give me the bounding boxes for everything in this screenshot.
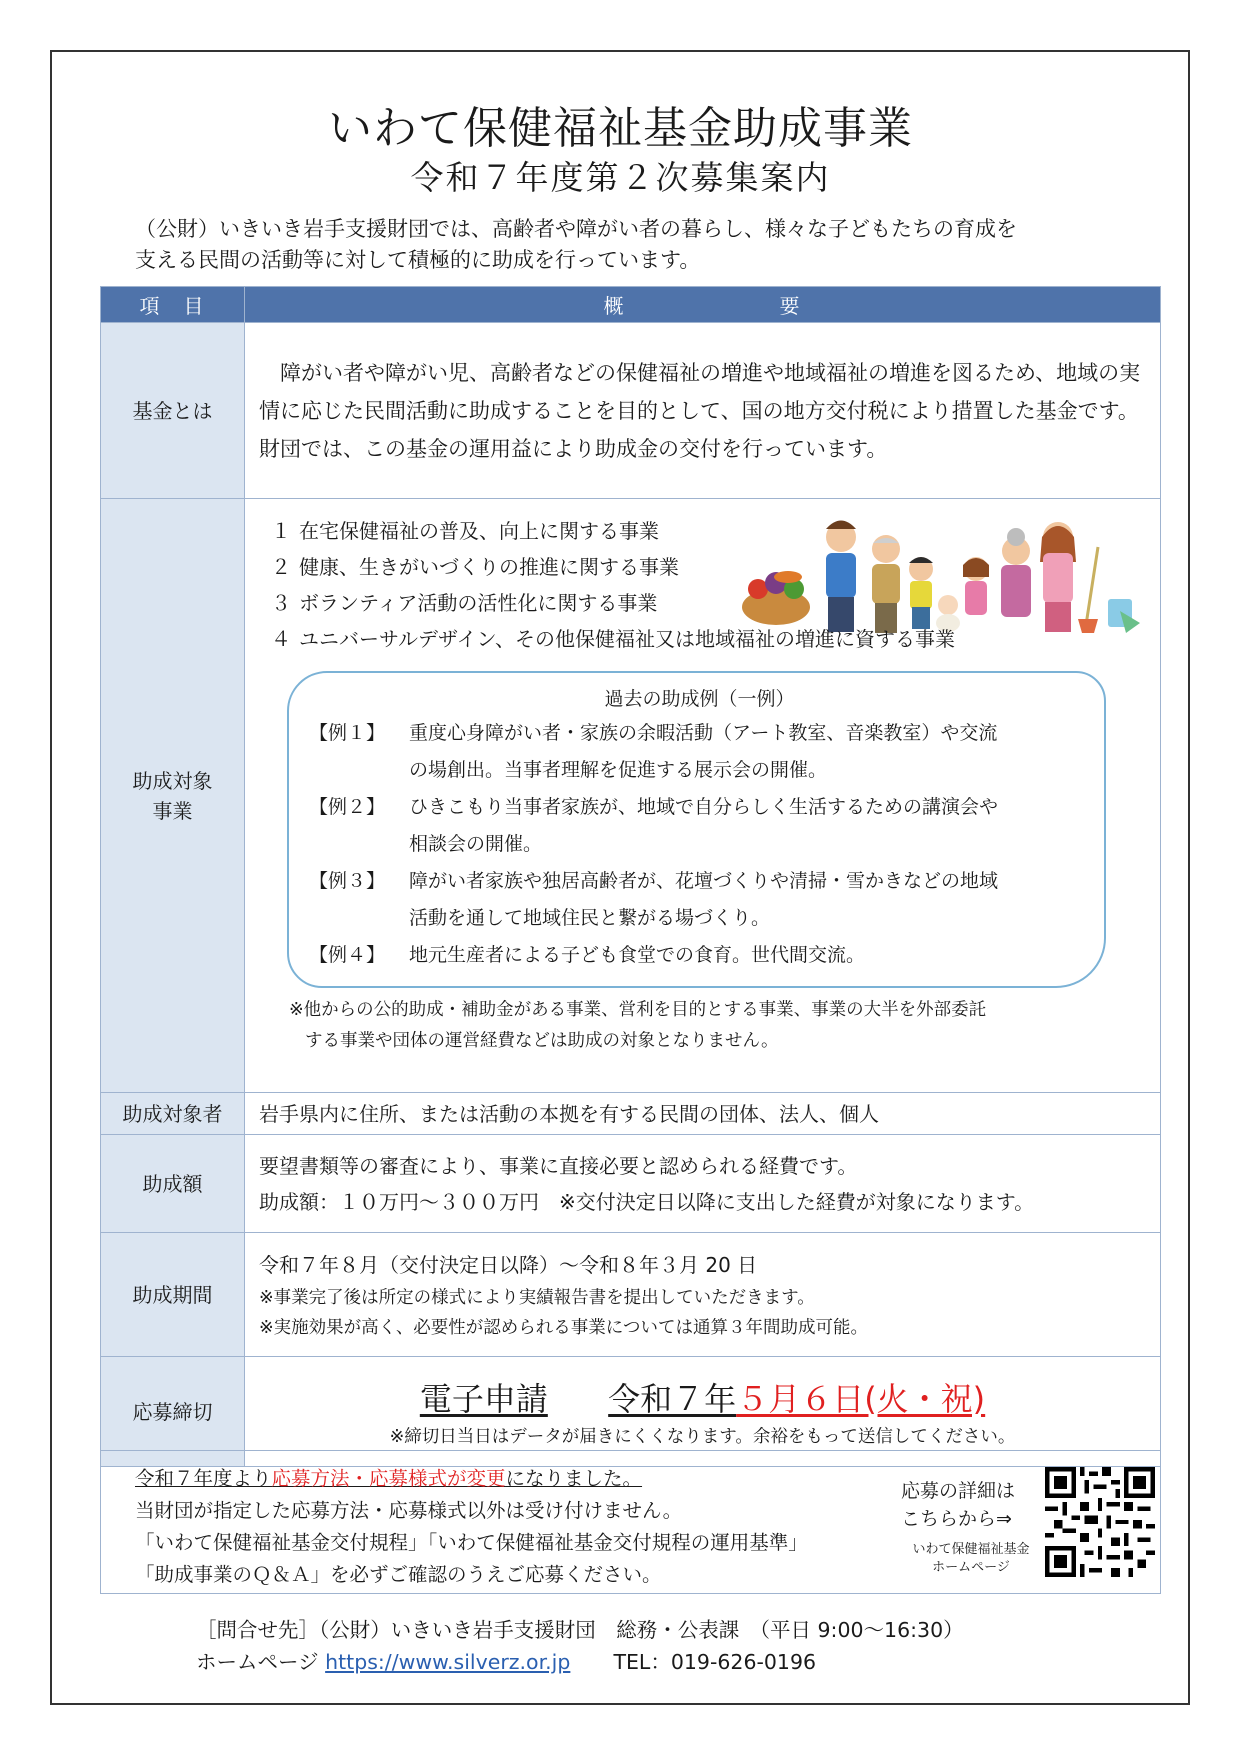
notice-line: 「いわて保健福祉基金交付規程」「いわて保健福祉基金交付規程の運用基準」 (135, 1531, 808, 1554)
examples-heading: 過去の助成例（一例） (604, 688, 795, 710)
header-summary: 概 要 (245, 287, 1161, 323)
label-kikin: 基金とは (101, 323, 245, 499)
row-taishosha (101, 1093, 1161, 1135)
qr-label (901, 1477, 1015, 1533)
gaku-line: 要望書類等の審査により、事業に直接必要と認められる経費です。 (259, 1153, 858, 1178)
example-text (409, 789, 998, 863)
list-item-number: ４ (271, 627, 291, 651)
contact-line: ［問合せ先］（公財）いきいき岩手支援財団 総務・公表課 （平日 9:00～16:30） (196, 1618, 964, 1642)
notice-line-post: になりました。 (505, 1467, 643, 1490)
list-item-text: ボランティア活動の活性化に関する事業 (299, 591, 658, 615)
qr-sub-label (901, 1541, 1041, 1577)
label-taisho-line: 事業 (152, 798, 193, 823)
row-gaku (101, 1135, 1161, 1233)
taisho-content (245, 499, 1161, 1093)
notice-line-red: 応募方法・応募様式が変更 (271, 1467, 506, 1490)
kikan-note: ※事業完了後は所定の様式により実績報告書を提出していただきます。 (259, 1287, 815, 1308)
notice-line: 当財団が指定した応募方法・応募様式以外は受け付けません。 (135, 1499, 683, 1522)
row-kikan (101, 1233, 1161, 1357)
label-kikan: 助成期間 (101, 1233, 245, 1357)
label-taisho (101, 499, 245, 1093)
qr-sub-line: いわて保健福祉基金 (912, 1542, 1030, 1557)
list-item-number: １ (271, 519, 291, 543)
intro-line: （公財）いきいき岩手支援財団では、高齢者や障がい者の暮らし、様々な子どもたちの育成を (135, 217, 1017, 241)
notice-text (135, 1463, 808, 1591)
qr-label-line: こちらから⇒ (901, 1508, 1012, 1530)
deadline-year: 令和７年 (608, 1379, 737, 1418)
example-tag: 【例２】 (309, 796, 386, 818)
qr-label-line: 応募の詳細は (901, 1480, 1016, 1502)
list-item (259, 549, 1146, 585)
tel-number: TEL：019-626-0196 (613, 1650, 817, 1674)
label-taishosha: 助成対象者 (101, 1093, 245, 1135)
table-header-row (101, 287, 1161, 323)
example-line: 重度心身障がい者・家族の余暇活動（アート教室、音楽教室）や交流 (409, 722, 998, 744)
row-taisho (101, 499, 1161, 1093)
list-item (259, 585, 1146, 621)
gaku-content (245, 1135, 1161, 1233)
label-gaku: 助成額 (101, 1135, 245, 1233)
page-title: いわて保健福祉基金助成事業 (328, 103, 913, 154)
list-item-number: ２ (271, 555, 291, 579)
past-examples-box (287, 671, 1106, 988)
label-taisho-line: 助成対象 (132, 768, 213, 793)
header-item: 項 目 (101, 287, 245, 323)
qr-code-icon[interactable] (1045, 1467, 1155, 1577)
list-item-number: ３ (271, 591, 291, 615)
example-text (409, 863, 998, 937)
label-shime: 応募締切 (101, 1357, 245, 1467)
list-item (259, 513, 1146, 549)
kikan-content (245, 1233, 1161, 1357)
example-item (309, 937, 1090, 974)
deadline (259, 1372, 1146, 1422)
homepage-link[interactable]: https://www.silverz.or.jp (325, 1650, 571, 1674)
example-tag: 【例３】 (309, 870, 386, 892)
row-kikin (101, 323, 1161, 499)
kikan-period: 令和７年８月（交付決定日以降）～令和８年３月 20 日 (259, 1252, 758, 1277)
example-item (309, 863, 1090, 937)
taishosha-text: 岩手県内に住所、または活動の本拠を有する民間の団体、法人、個人 (245, 1093, 1161, 1135)
deadline-note: ※締切日当日はデータが届きにくくなります。余裕をもって送信してください。 (389, 1426, 1016, 1447)
example-item (309, 715, 1090, 789)
qr-sub-line: ホームページ (932, 1560, 1010, 1575)
list-item-text: ユニバーサルデザイン、その他保健福祉又は地域福祉の増進に資する事業 (299, 627, 955, 651)
notice-line-pre: 令和７年度より (135, 1467, 272, 1490)
example-line: ひきこもり当事者家族が、地域で自分らしく生活するための講演会や (409, 796, 999, 818)
list-item (259, 621, 1146, 657)
exclusion-note-cont: する事業や団体の運営経費などは助成の対象となりません。 (305, 1031, 779, 1051)
list-item-text: 健康、生きがいづくりの推進に関する事業 (299, 555, 679, 579)
gaku-line: 助成額：１０万円～３００万円 ※交付決定日以降に支出した経費が対象になります。 (259, 1189, 1035, 1214)
example-item (309, 789, 1090, 863)
kikan-note: ※実施効果が高く、必要性が認められる事業については通算３年間助成可能。 (259, 1317, 868, 1338)
homepage-label: ホームページ (196, 1650, 319, 1674)
notice-box (100, 1450, 1161, 1594)
example-text (409, 715, 997, 789)
contact-info (196, 1614, 964, 1678)
example-line: の場創出。当事者理解を促進する展示会の開催。 (409, 759, 828, 781)
exclusion-note: ※他からの公的助成・補助金がある事業、営利を目的とする事業、事業の大半を外部委託 (289, 1000, 987, 1020)
contact-line-2 (196, 1646, 964, 1678)
example-tag: 【例１】 (309, 722, 386, 744)
example-line: 相談会の開催。 (409, 833, 543, 855)
example-tag: 【例４】 (309, 944, 386, 966)
page-subtitle: 令和７年度第２次募集案内 (410, 158, 831, 197)
info-table (100, 286, 1161, 1467)
intro-text (135, 214, 1017, 276)
notice-line (135, 1463, 808, 1495)
example-line: 地元生産者による子ども食堂での食育。世代間交流。 (409, 944, 866, 966)
example-line: 活動を通して地域住民と繋がる場づくり。 (409, 907, 771, 929)
list-item-text: 在宅保健福祉の普及、向上に関する事業 (299, 519, 659, 543)
intro-line: 支える民間の活動等に対して積極的に助成を行っています。 (135, 248, 701, 272)
notice-line: 「助成事業のＱ＆Ａ」を必ずご確認のうえご応募ください。 (135, 1563, 662, 1586)
kikin-text: 障がい者や障がい児、高齢者などの保健福祉の増進や地域福祉の増進を図るため、地域の実情に応じた民間活動に助成することを目的として、国の地方交付税により措置した基金です。財団では、この基金の運用益により助成金の交付を行っています。 (245, 323, 1161, 499)
deadline-method: 電子申請 (419, 1379, 548, 1418)
example-line: 障がい者家族や独居高齢者が、花壇づくりや清掃・雪かきなどの地域 (409, 870, 999, 892)
target-project-list (259, 513, 1146, 657)
deadline-date: ５月６日(火・祝) (736, 1379, 986, 1418)
